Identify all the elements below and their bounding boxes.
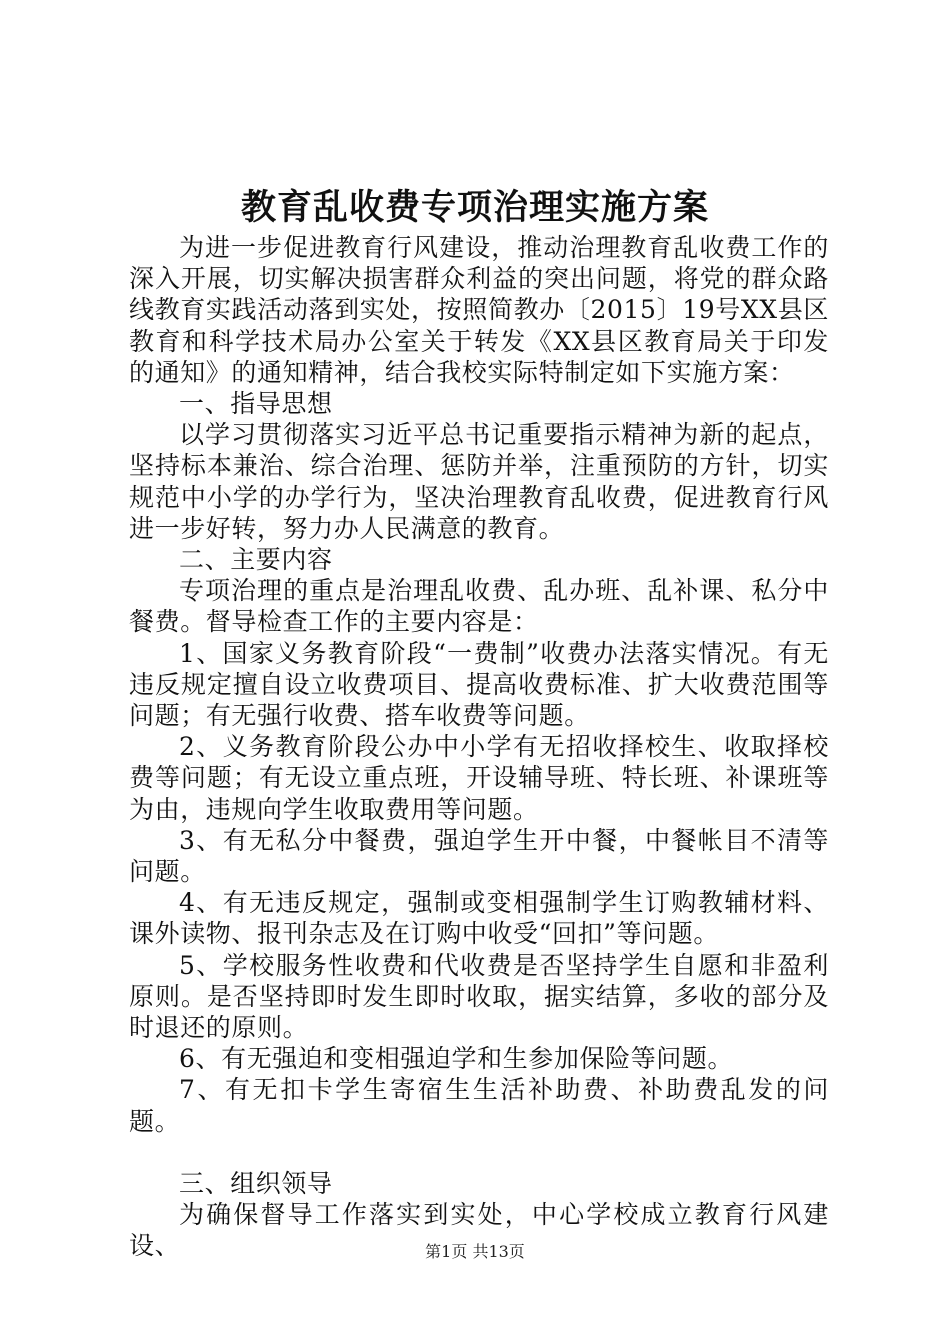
document-body <box>129 232 829 1262</box>
list-item-2: 2、义务教育阶段公办中小学有无招收择校生、收取择校费等问题；有无设立重点班，开设辅导班、特长班、补课班等为由，违规向学生收取费用等问题。 <box>129 732 829 824</box>
main-content-paragraph: 专项治理的重点是治理乱收费、乱办班、乱补课、私分中餐费。督导检查工作的主要内容是： <box>129 576 829 637</box>
organization-paragraph: 为确保督导工作落实到实处，中心学校成立教育行风建设、 <box>129 1200 829 1261</box>
page-number-footer: 第1页 共13页 <box>425 1242 525 1261</box>
list-item-3: 3、有无私分中餐费，强迫学生开中餐，中餐帐目不清等问题。 <box>129 825 829 887</box>
list-item-5: 5、学校服务性收费和代收费是否坚持学生自愿和非盈利原则。是否坚持即时发生即时收取，据实结算，多收的部分及时退还的原则。 <box>129 950 829 1043</box>
list-item-7: 7、有无扣卡学生寄宿生生活补助费、补助费乱发的问题。 <box>129 1075 829 1136</box>
intro-paragraph: 为进一步促进教育行风建设，推动治理教育乱收费工作的深入开展，切实解决损害群众利益的突出问题，将党的群众路线教育实践活动落到实处，按照简教办〔2015〕19号XX县区教育和科学技术局办公室关于转发《XX县区教育局关于印发的通知》的通知精神，结合我校实际特制定如下实施方案： <box>129 233 829 387</box>
list-item-4: 4、有无违反规定，强制或变相强制学生订购教辅材料、课外读物、报刊杂志及在订购中收受“回扣”等问题。 <box>129 888 829 949</box>
section-heading-guiding-thought: 一、指导思想 <box>179 389 333 419</box>
list-item-6: 6、有无强迫和变相强迫学和生参加保险等问题。 <box>179 1044 734 1074</box>
document-title: 教育乱收费专项治理实施方案 <box>240 187 709 228</box>
guiding-thought-paragraph: 以学习贯彻落实习近平总书记重要指示精神为新的起点，坚持标本兼治、综合治理、惩防并举，注重预防的方针，切实规范中小学的办学行为，坚决治理教育乱收费，促进教育行风进一步好转，努力办人民满意的教育。 <box>129 420 829 543</box>
list-item-1: 1、国家义务教育阶段“一费制”收费办法落实情况。有无违反规定擅自设立收费项目、提高收费标准、扩大收费范围等问题；有无强行收费、搭车收费等问题。 <box>129 638 829 731</box>
section-heading-organization: 三、组织领导 <box>179 1168 333 1198</box>
section-heading-main-content: 二、主要内容 <box>179 545 333 575</box>
